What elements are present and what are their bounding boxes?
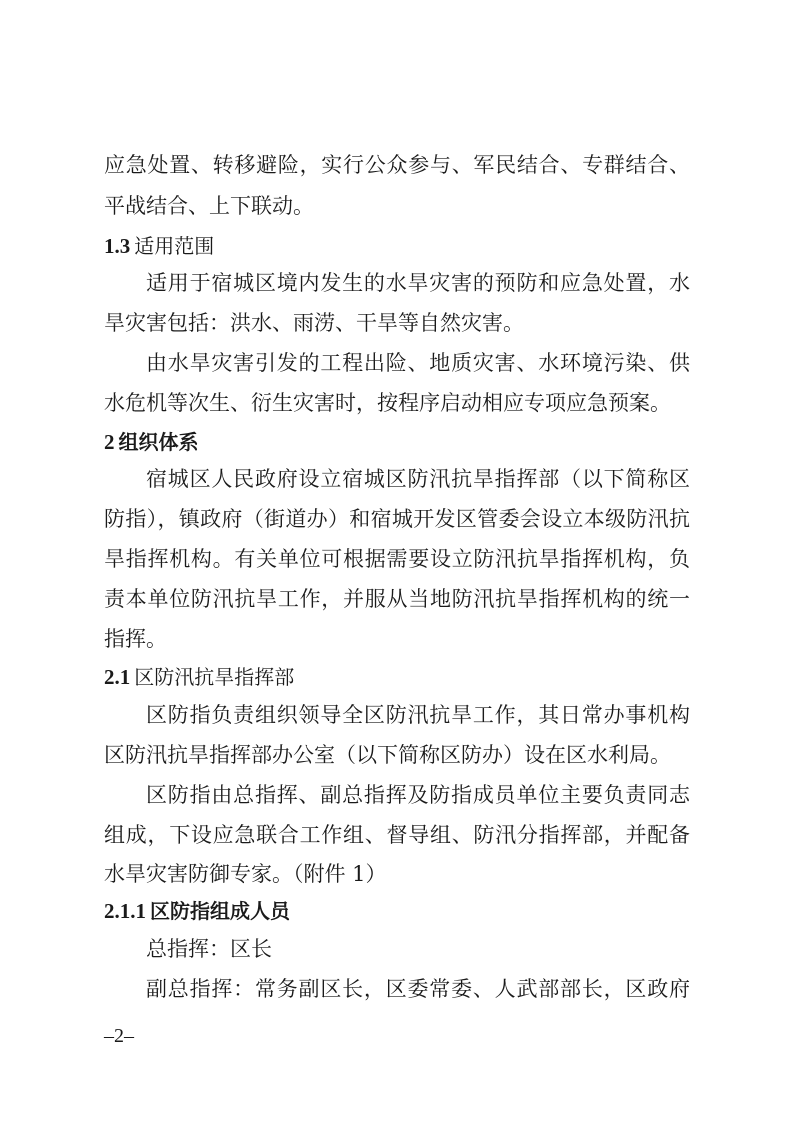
paragraph-line: 应急处置、转移避险，实行公众参与、军民结合、专群结合、 — [104, 153, 690, 177]
section-heading-2-1 — [104, 662, 294, 692]
section-title: 区防指组成人员 — [150, 899, 290, 923]
paragraph-line: 旱灾害包括：洪水、雨涝、干旱等自然灾害。 — [104, 311, 524, 335]
section-number: 2.1.1 — [104, 899, 146, 923]
paragraph-line: 由水旱灾害引发的工程出险、地质灾害、水环境污染、供 — [146, 351, 690, 375]
paragraph-line: 区防汛抗旱指挥部办公室（以下简称区防办）设在区水利局。 — [104, 743, 671, 767]
paragraph-line: 旱指挥机构。有关单位可根据需要设立防汛抗旱指挥机构，负 — [104, 547, 690, 571]
section-number: 2 — [104, 430, 115, 454]
page-number: –2– — [104, 1025, 134, 1047]
section-title: 区防汛抗旱指挥部 — [134, 665, 295, 689]
paragraph-line: 防指），镇政府（街道办）和宿城开发区管委会设立本级防汛抗 — [104, 507, 690, 531]
paragraph-line: 组成，下设应急联合工作组、督导组、防汛分指挥部，并配备 — [104, 823, 690, 847]
paragraph-line: 总指挥：区长 — [146, 937, 272, 961]
section-heading-2-1-1 — [104, 896, 290, 926]
section-heading-1-3 — [104, 231, 214, 261]
section-title: 适用范围 — [134, 234, 215, 258]
paragraph-line: 指挥。 — [104, 627, 167, 651]
paragraph-line: 水旱灾害防御专家。（附件 1） — [104, 862, 387, 886]
section-number: 2.1 — [104, 665, 131, 689]
paragraph-line: 水危机等次生、衍生灾害时，按程序启动相应专项应急预案。 — [104, 391, 671, 415]
paragraph-line: 区防指负责组织领导全区防汛抗旱工作，其日常办事机构 — [146, 703, 690, 727]
section-heading-2 — [104, 427, 199, 457]
paragraph-line: 平战结合、上下联动。 — [104, 194, 314, 218]
paragraph-line: 宿城区人民政府设立宿城区防汛抗旱指挥部（以下简称区 — [146, 467, 690, 491]
paragraph-line: 副总指挥：常务副区长，区委常委、人武部部长，区政府 — [146, 977, 690, 1001]
paragraph-line: 区防指由总指挥、副总指挥及防指成员单位主要负责同志 — [146, 783, 690, 807]
paragraph-line: 责本单位防汛抗旱工作，并服从当地防汛抗旱指挥机构的统一 — [104, 587, 690, 611]
section-number: 1.3 — [104, 234, 131, 258]
paragraph-line: 适用于宿城区境内发生的水旱灾害的预防和应急处置，水 — [146, 271, 690, 295]
section-title: 组织体系 — [118, 430, 199, 454]
